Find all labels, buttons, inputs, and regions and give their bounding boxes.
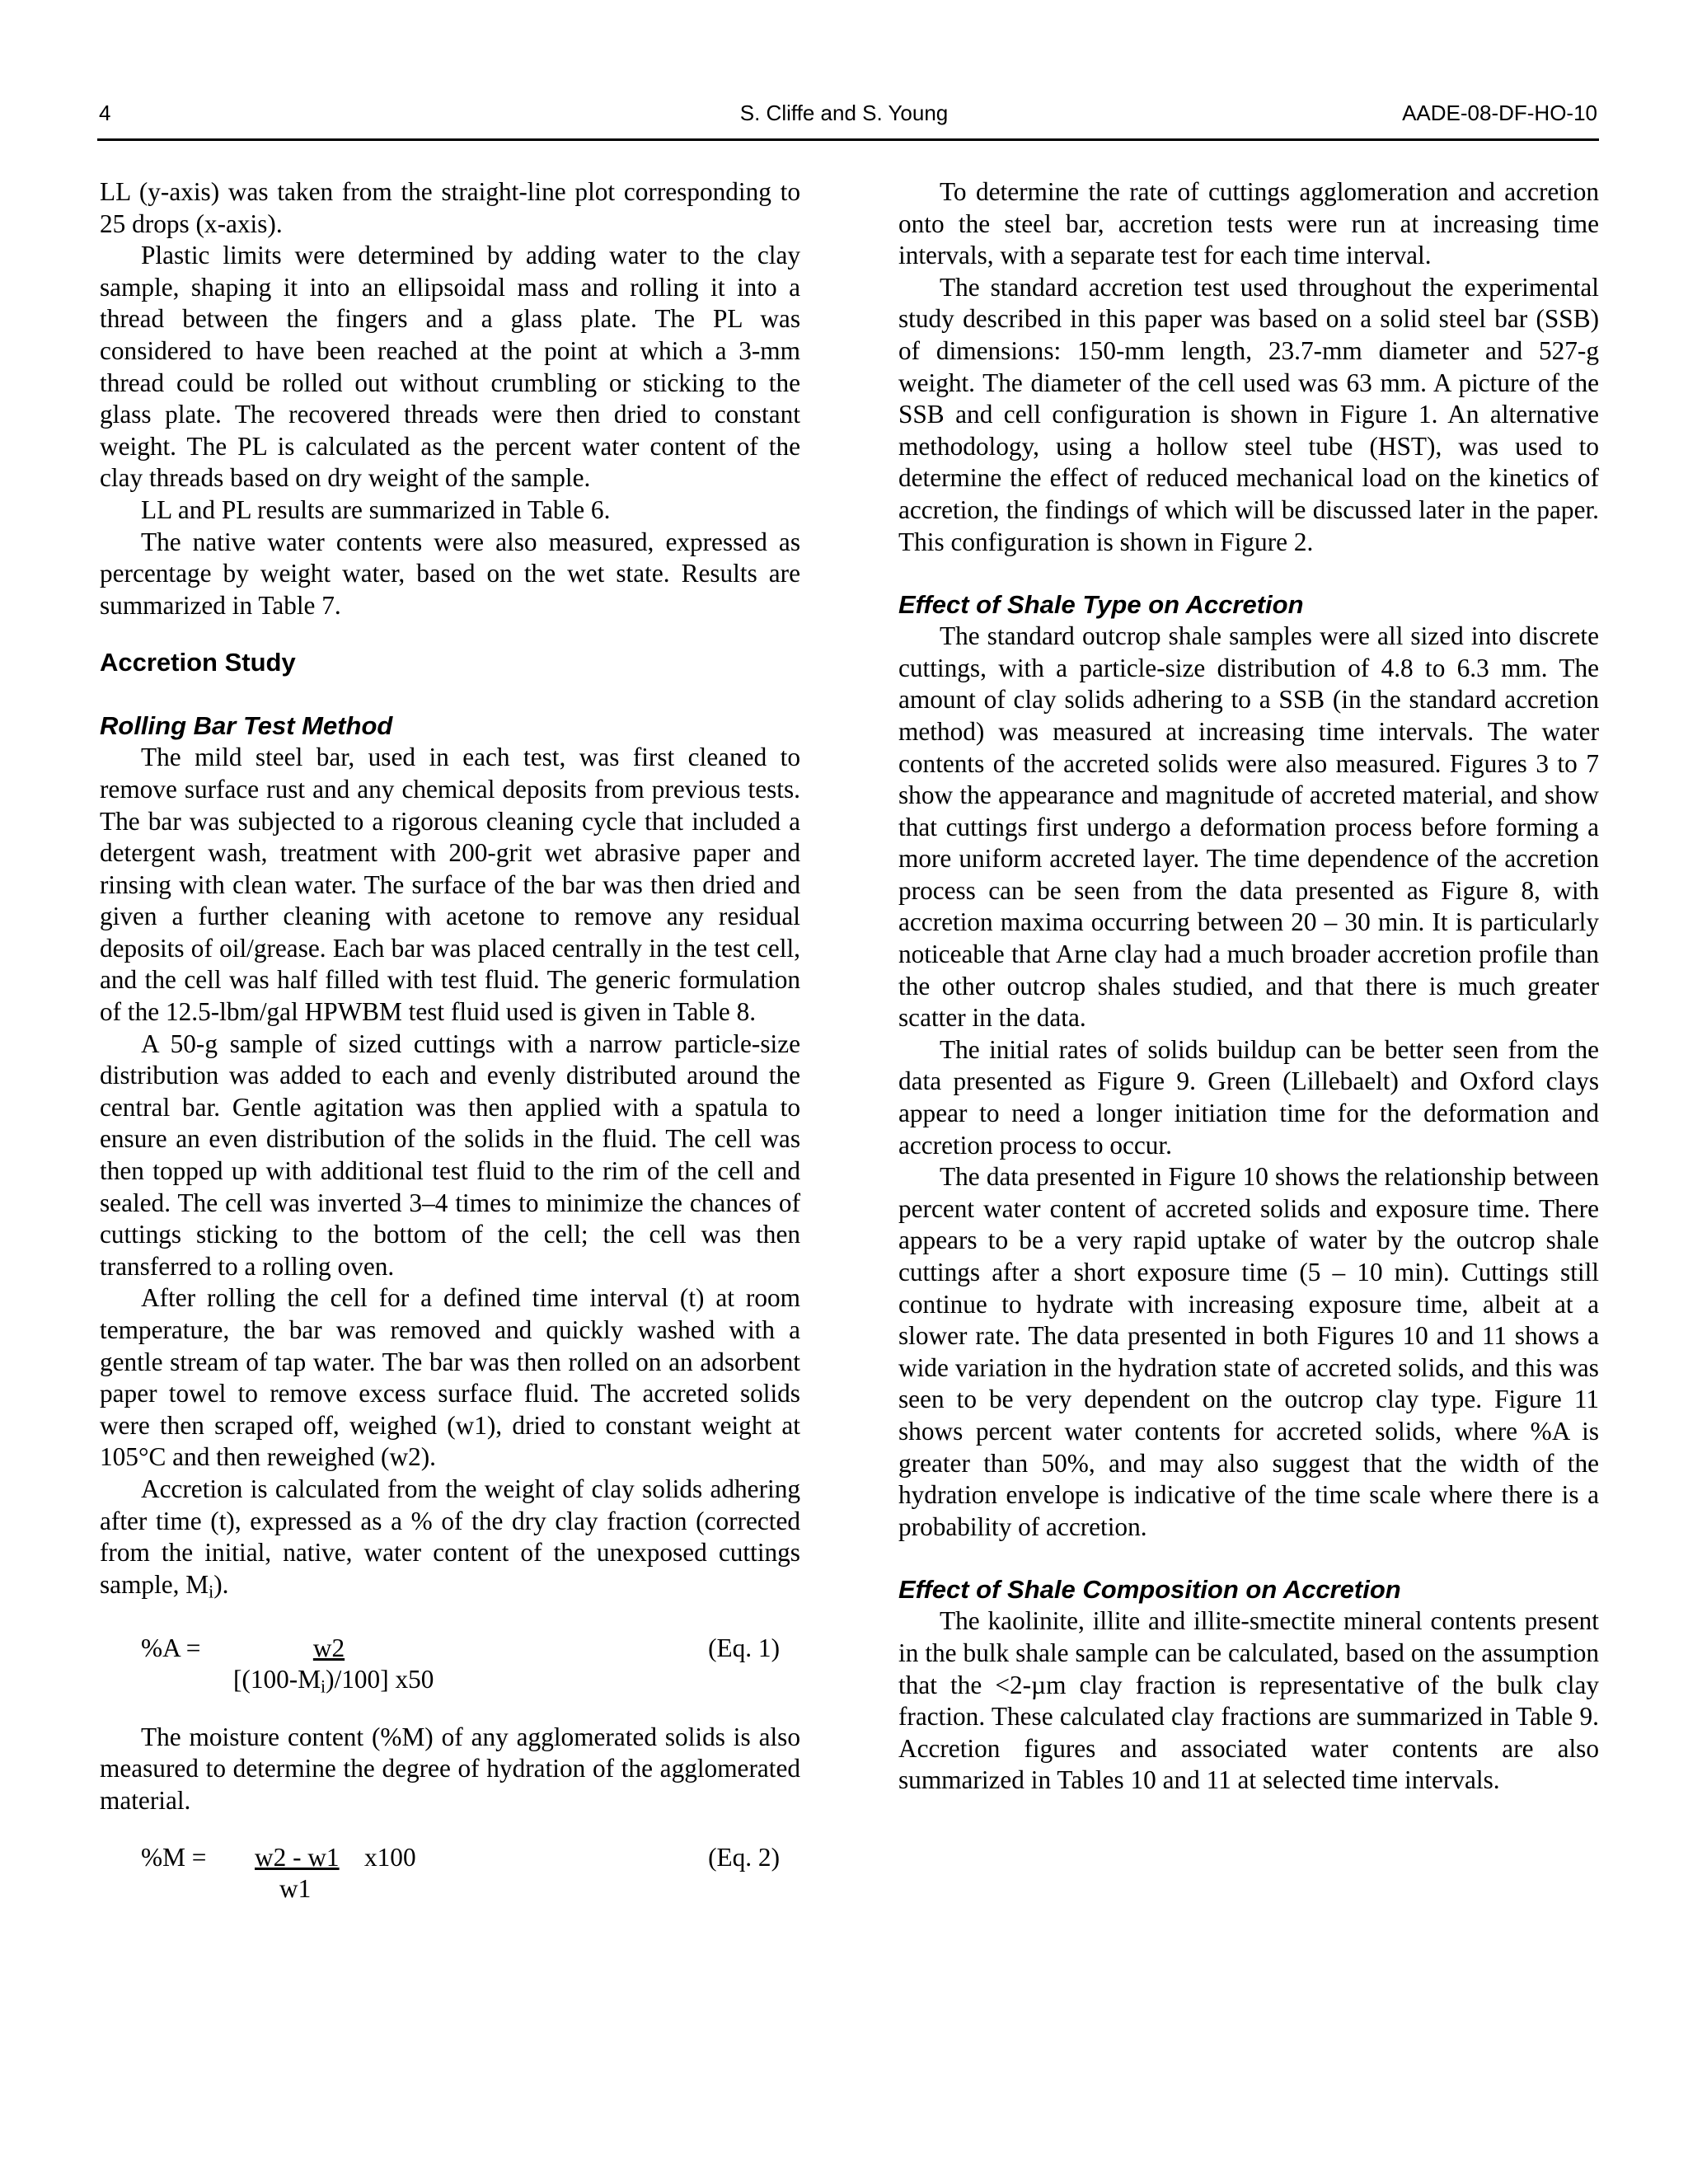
equation-1 (100, 1633, 800, 1697)
paragraph: LL and PL results are summarized in Table 6. (141, 494, 611, 524)
page-header (0, 0, 1688, 148)
paragraph: LL (y-axis) was taken from the straight-line plot corresponding to 25 drops (x-axis). (100, 177, 800, 238)
equation-lhs: %A = (141, 1633, 201, 1662)
paragraph: The standard accretion test used throughout the experimental study described in this paper was based on a solid steel bar (SSB) of dimensions: 150-mm length, 23.7-mm diameter and 527-g weight. The diameter of the cell used was 63 mm. A picture of the SSB and cell configuration is shown in Figure 1. An alternative methodology, using a hollow steel tube (HST), was used to determine the effect of reduced mechanical load on the kinetics of accretion, the findings of which will be discussed later in the paper. This configuration is shown in Figure 2. (898, 272, 1599, 556)
equation-numerator: w2 - w1 (255, 1842, 340, 1872)
subsection-heading: Effect of Shale Type on Accretion (898, 590, 1304, 620)
equation-factor: x100 (364, 1842, 416, 1872)
equation-denominator-a: [(100-M (233, 1664, 321, 1694)
equation-2 (100, 1842, 800, 1906)
left-column (100, 176, 800, 1931)
header-rule (97, 138, 1599, 141)
equation-lhs: %M = (141, 1842, 207, 1872)
paragraph: The data presented in Figure 10 shows the relationship between percent water content of accreted solids and exposure time. There appears to be a very rapid uptake of water by the outcrop shale cuttings after a short exposure time (5 – 10 min). Cuttings still continue to hydrate with increasing exposure time, albeit at a slower rate. The data presented in both Figures 10 and 11 shows a wide variation in the hydration state of accreted solids, and this was seen to be very dependent on the outcrop clay type. Figure 11 shows percent water contents for accreted solids, where %A is greater than 50%, and may also suggest that the width of the hydration envelope is indicative of the time scale where there is a probability of accretion. (898, 1162, 1599, 1541)
paragraph: To determine the rate of cuttings agglomeration and accretion onto the steel bar, accretion tests were run at increasing time intervals, with a separate test for each time interval. (898, 177, 1599, 270)
equation-denominator: w1 (279, 1873, 312, 1903)
paragraph: The native water contents were also measured, expressed as percentage by weight water, based on the wet state. Results are summarized in Table 7. (100, 527, 800, 620)
paragraph: The kaolinite, illite and illite-smectite mineral contents present in the bulk shale sample can be calculated, based on the assumption that the <2-µm clay fraction is representative of the bulk clay fraction. These calculated clay fractions are summarized in Table 9. Accretion figures and associated water contents are also summarized in Tables 10 and 11 at selected time intervals. (898, 1606, 1599, 1795)
header-paper-code: AADE-08-DF-HO-10 (1402, 101, 1597, 125)
paragraph: A 50-g sample of sized cuttings with a narrow particle-size distribution was added to each and evenly distributed around the central bar. Gentle agitation was then applied with a spatula to ensure an even distribution of the solids in the fluid. The cell was then topped up with additional test fluid to the rim of the cell and sealed. The cell was inverted 3–4 times to minimize the chances of cuttings sticking to the bottom of the cell; the cell was then transferred to a rolling oven. (100, 1029, 800, 1281)
equation-denominator (233, 1664, 434, 1703)
paragraph-text-end: ). (213, 1569, 229, 1599)
paragraph: The initial rates of solids buildup can be better seen from the data presented as Figure 9. Green (Lillebaelt) and Oxford clays appear to need a longer initiation time for the deformation and accretion process to occur. (898, 1034, 1599, 1160)
equation-numerator: w2 (312, 1633, 345, 1662)
section-heading: Accretion Study (100, 648, 296, 677)
equation-tag: (Eq. 2) (708, 1842, 780, 1872)
header-authors: S. Cliffe and S. Young (739, 101, 949, 125)
subsection-heading: Effect of Shale Composition on Accretion (898, 1575, 1401, 1605)
right-column (898, 176, 1599, 1797)
paragraph: Plastic limits were determined by adding water to the clay sample, shaping it into an ellipsoidal mass and rolling it into a thread between the fingers and a glass plate. The PL was considered to have been reached at the point at which a 3-mm thread could be rolled out without crumbling or sticking to the glass plate. The recovered threads were then dried to constant weight. The PL is calculated as the percent water content of the clay threads based on dry weight of the sample. (100, 241, 800, 493)
paragraph: The standard outcrop shale samples were all sized into discrete cuttings, with a particle-size distribution of 4.8 to 6.3 mm. The amount of clay solids adhering to a SSB (in the standard accretion method) was measured at increasing time intervals. The water contents of the accreted solids were also measured. Figures 3 to 7 show the appearance and magnitude of accreted material, and show that cuttings first undergo a deformation process before forming a more uniform accreted layer. The time dependence of the accretion process can be seen from the data presented as Figure 8, with accretion maxima occurring between 20 – 30 min. It is particularly noticeable that Arne clay had a much broader accretion profile than the other outcrop shales studied, and that there is much greater scatter in the data. (898, 621, 1599, 1033)
subscript: i (321, 1675, 326, 1697)
subscript: i (209, 1581, 214, 1602)
paragraph-text: Accretion is calculated from the weight of clay solids adhering after time (t), expressed as a % of the dry clay fraction (corrected from the initial, native, water content of the unexposed cuttings sample, M (100, 1474, 800, 1599)
paragraph: The mild steel bar, used in each test, was first cleaned to remove surface rust and any chemical deposits from previous tests. The bar was subjected to a rigorous cleaning cycle that included a detergent wash, treatment with 200-grit wet abrasive paper and rinsing with clean water. The surface of the bar was then dried and given a further cleaning with acetone to remove any residual deposits of oil/grease. Each bar was placed centrally in the test cell, and the cell was half filled with test fluid. The generic formulation of the 12.5-lbm/gal HPWBM test fluid used is given in Table 8. (100, 743, 800, 1027)
page-number: 4 (99, 101, 111, 125)
equation-tag: (Eq. 1) (708, 1633, 780, 1662)
equation-denominator-b: )/100] x50 (326, 1664, 434, 1694)
paragraph (100, 1474, 800, 1608)
subsection-heading: Rolling Bar Test Method (100, 711, 393, 741)
paragraph: The moisture content (%M) of any agglomerated solids is also measured to determine the degree of hydration of the agglomerated material. (100, 1722, 800, 1815)
paragraph: After rolling the cell for a defined time interval (t) at room temperature, the bar was removed and quickly washed with a gentle stream of tap water. The bar was then rolled on an adsorbent paper towel to remove excess surface fluid. The accreted solids were then scraped off, weighed (w1), dried to constant weight at 105°C and then reweighed (w2). (100, 1283, 800, 1472)
